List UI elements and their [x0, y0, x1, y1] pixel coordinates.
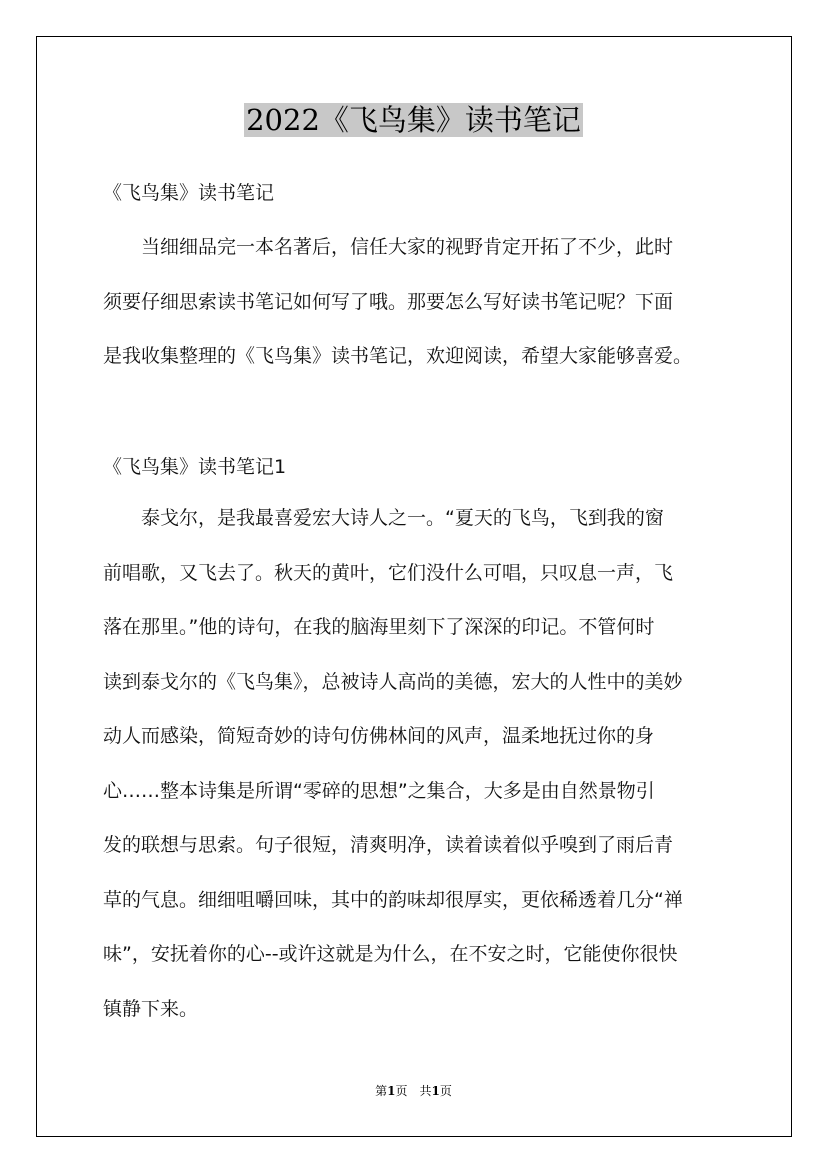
section-line: 发的联想与思索。句子很短，清爽明净，读着读着似乎嗅到了雨后青: [103, 834, 674, 856]
section-line: 落在那里。”他的诗句，在我的脑海里刻下了深深的印记。不管何时: [103, 616, 655, 638]
footer-prefix: 第: [375, 1084, 388, 1098]
section-line: 心……整本诗集是所谓“零碎的思想”之集合，大多是由自然景物引: [103, 779, 655, 802]
footer-page-total: 1: [431, 1084, 440, 1098]
document-title-text: 2022《飞鸟集》读书笔记: [246, 103, 581, 137]
section-paragraph: [103, 491, 753, 1036]
footer-mid: 页 共: [395, 1084, 432, 1098]
footer-page-current: 1: [387, 1084, 396, 1098]
section-line: 味”，安抚着你的心--或许这就是为什么，在不安之时，它能使你很快: [103, 943, 678, 965]
section-heading: 《飞鸟集》读书笔记1: [103, 456, 287, 478]
page-footer: [0, 1082, 827, 1099]
section-line: 镇静下来。: [103, 997, 199, 1020]
subtitle: 《飞鸟集》读书笔记: [103, 182, 275, 204]
section-line: 读到泰戈尔的《飞鸟集》，总被诗人高尚的美德，宏大的人性中的美妙: [103, 670, 683, 693]
intro-paragraph: [103, 220, 753, 384]
section-line: 泰戈尔，是我最喜爱宏大诗人之一。“夏天的飞鸟，飞到我的窗: [103, 507, 664, 529]
section-line: 草的气息。细细咀嚼回味，其中的韵味却很厚实，更依稀透着几分“禅: [103, 888, 683, 911]
section-line: 前唱歌，又飞去了。秋天的黄叶，它们没什么可唱，只叹息一声，飞: [103, 561, 674, 584]
intro-line: 须要仔细思索读书笔记如何写了哦。那要怎么写好读书笔记呢？下面: [103, 290, 674, 313]
footer-suffix: 页: [439, 1084, 452, 1098]
intro-line: 当细细品完一本名著后，信任大家的视野肯定开拓了不少，此时: [103, 236, 674, 258]
intro-line: 是我收集整理的《飞鸟集》读书笔记，欢迎阅读，希望大家能够喜爱。: [103, 345, 693, 367]
section-line: 动人而感染，简短奇妙的诗句仿佛林间的风声，温柔地抚过你的身: [103, 725, 655, 747]
document-title: [0, 100, 827, 140]
